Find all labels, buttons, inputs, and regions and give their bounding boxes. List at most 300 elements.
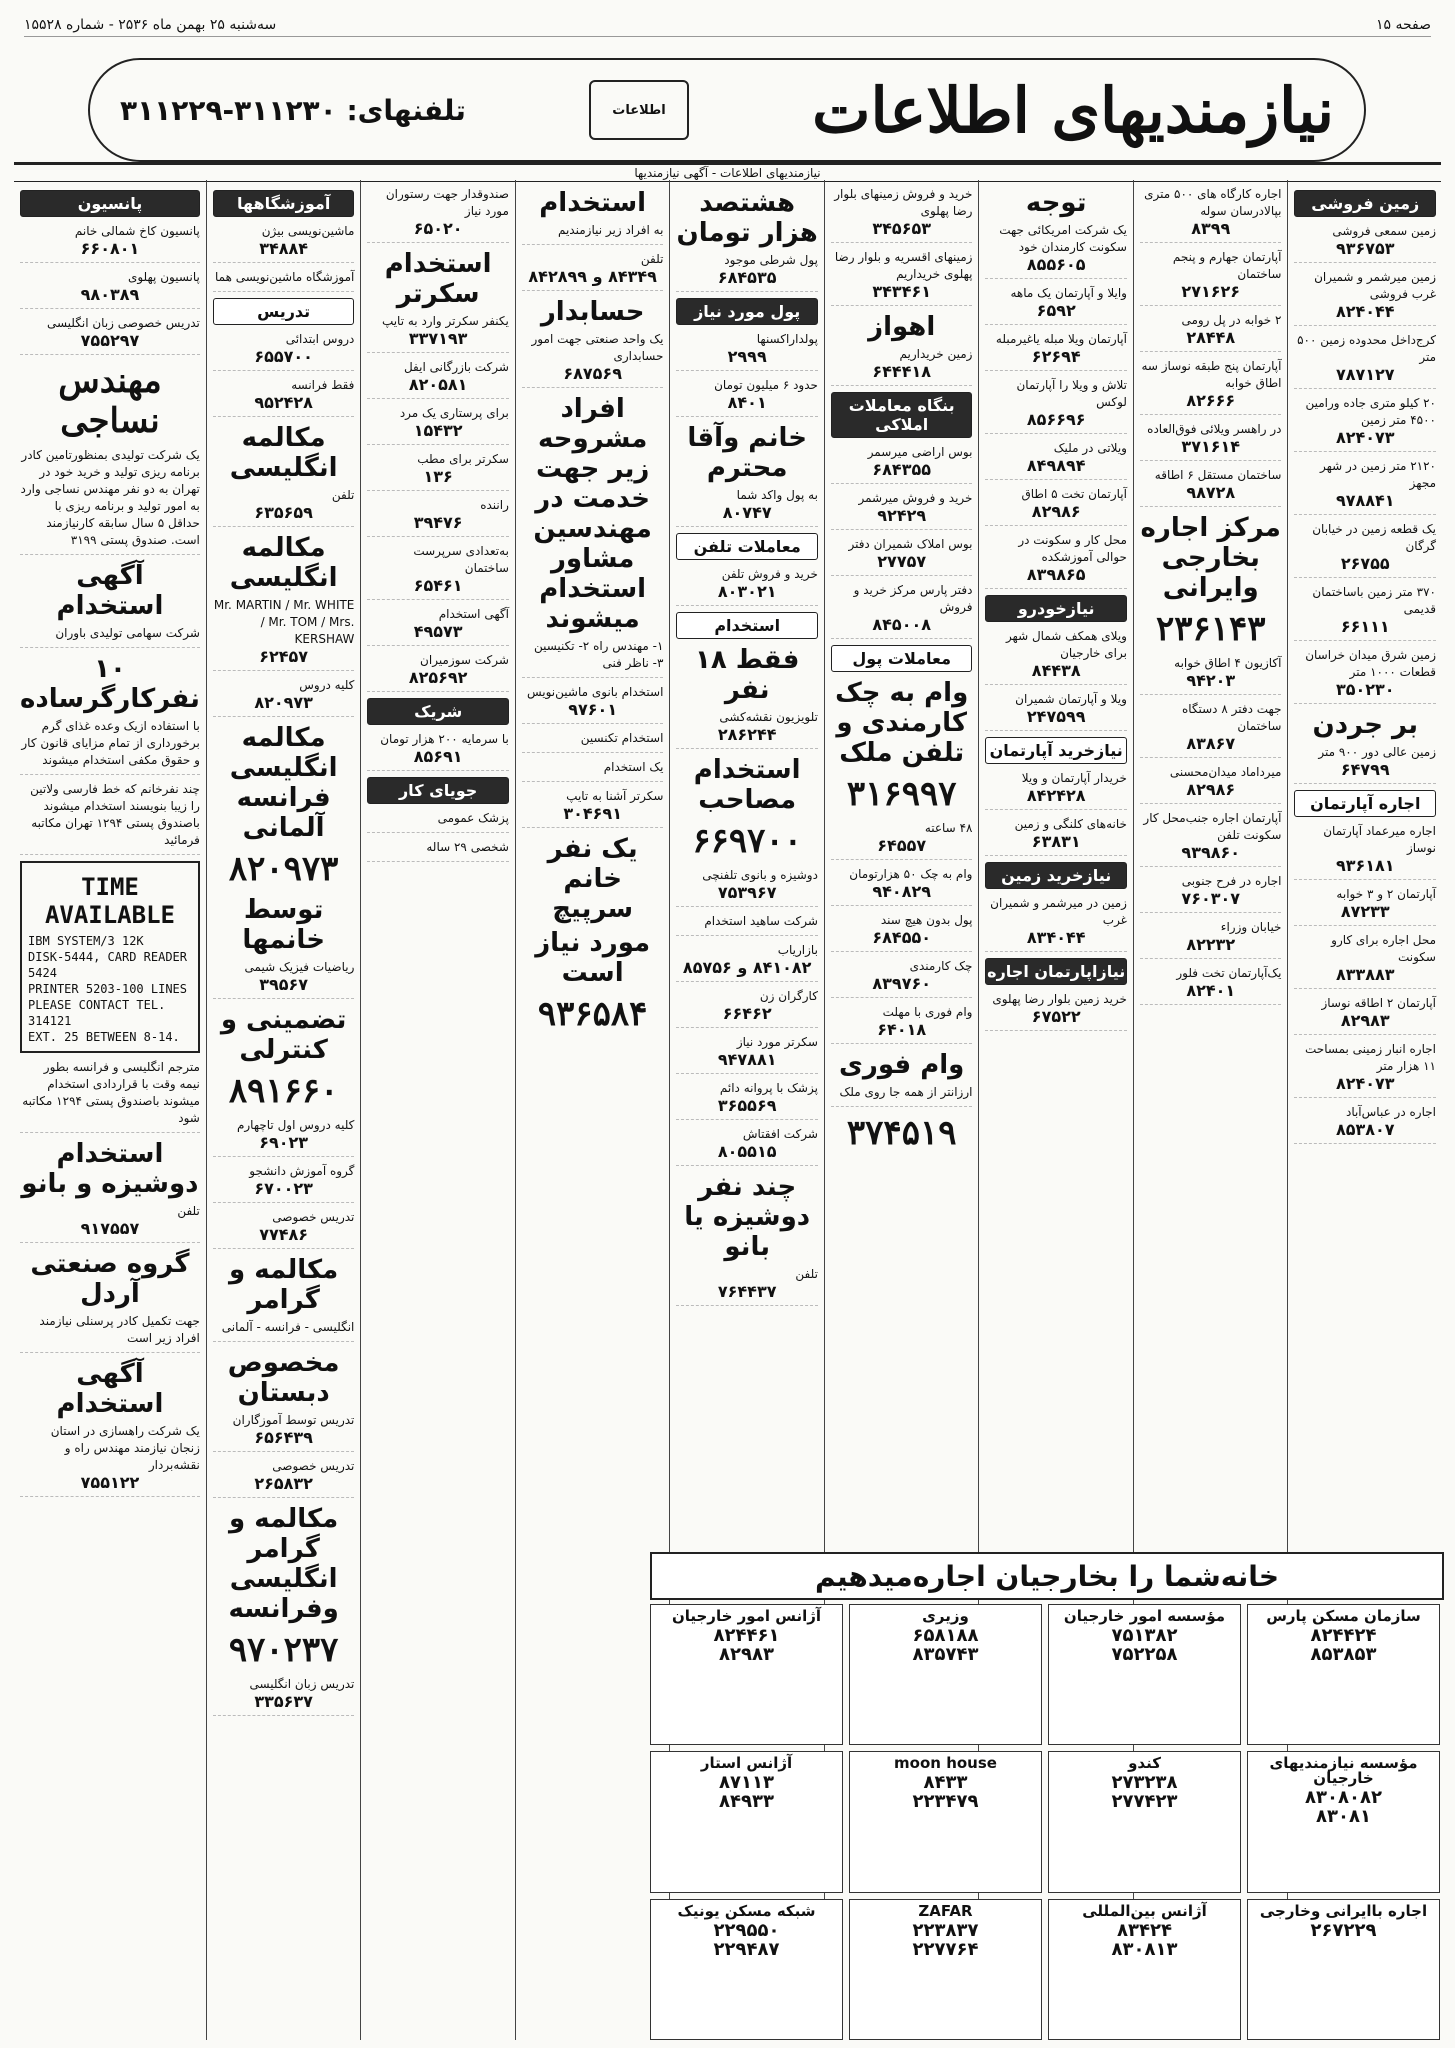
ad-text: پزشک عمومی [437, 811, 509, 825]
ad-headline: فقط ۱۸ نفر [694, 645, 800, 705]
classified-ad [1140, 701, 1282, 758]
classified-ad [831, 346, 973, 386]
ad-phone: ۶۵۰۲۰ [413, 219, 463, 238]
classified-ad [213, 1458, 355, 1498]
ad-phone: ۹۳۹۸۶۰ [1181, 843, 1241, 862]
ad-headline: توجه [1025, 188, 1087, 218]
ad-text: زمین سمعی فروشی [1332, 224, 1436, 238]
ad-text: تلفن [795, 1267, 818, 1281]
classified-ad [676, 377, 818, 417]
classified-ad [367, 405, 509, 445]
ad-phone: ۸۲۹۸۶ [1186, 780, 1236, 799]
classified-ad [367, 810, 509, 833]
time-available-line: IBM SYSTEM/3 12K [28, 934, 144, 948]
ad-text: آگهی استخدام [438, 607, 509, 621]
classified-ad [831, 582, 973, 639]
ad-text: پزشک با پروانه دائم [719, 1081, 818, 1095]
classified-ad [1140, 467, 1282, 507]
ad-text: ۲ خوابه در پل رومی [1181, 313, 1282, 327]
agency-phone: ۲۲۳۸۳۷ [912, 1919, 979, 1941]
ad-text: جهت دفتر ۸ دستگاه ساختمان [1181, 702, 1282, 733]
ad-phone: ۶۶۰۸۰۱ [80, 239, 140, 258]
ad-text: کارگران زن [759, 989, 818, 1003]
ad-phone: ۸۵۶۹۱ [413, 747, 463, 766]
classified-ad [522, 638, 664, 678]
ad-phone: ۳۴۵۶۵۳ [872, 219, 931, 238]
ad-phone: ۲۶۷۵۵ [1340, 554, 1390, 573]
ad-phone: ۸۰۵۵۱۵ [717, 1142, 777, 1161]
agency-phone: ۸۲۹۸۳ [719, 1644, 774, 1665]
classified-ad [1140, 312, 1282, 352]
section-heading: پول مورد نیاز [676, 298, 818, 325]
classified-ad [1294, 1104, 1436, 1144]
ad-text: استخدام تکنسین [580, 731, 664, 745]
ad-text: خرید زمین بلوار رضا پهلوی [992, 992, 1127, 1006]
ad-text: شرکت سوزمیران [420, 653, 509, 667]
ad-text: تدریس خصوصی [272, 1459, 355, 1473]
agency-ad [1247, 1751, 1440, 1892]
ad-phone: ۷۸۷۱۲۷ [1335, 365, 1395, 384]
ad-text: یک شرکت راهسازی در استان زنجان نیازمند مهندس راه و نقشه‌بردار [50, 1424, 200, 1472]
classified-ad [522, 684, 664, 724]
ad-phone: ۶۵۹۲ [1036, 301, 1076, 320]
classified-ad [367, 652, 509, 692]
classified-ad [20, 1313, 200, 1353]
classified-ad [985, 991, 1127, 1031]
ad-headline: استخدام [539, 188, 647, 218]
ad-text: ۱- مهندس راه ۲- تکنیسین ۳- ناظر فنی [533, 639, 664, 670]
classified-ad [522, 759, 664, 782]
ad-text: حدود ۶ میلیون تومان [714, 378, 818, 392]
ad-text: استخدام بانوی ماشین‌نویس [526, 685, 664, 699]
classified-ad [1140, 421, 1282, 461]
classified-ad [367, 313, 509, 353]
ad-phone: ۸۵۶۶۹۶ [1026, 410, 1086, 429]
masthead [88, 58, 1366, 162]
ad-phone: ۸۲۴۰۷۳ [1335, 428, 1395, 447]
ad-text: تدریس زبان انگلیسی [249, 1677, 355, 1691]
classified-ad [20, 718, 200, 775]
ad-text: شرکت سهامی تولیدی باوران [55, 626, 200, 640]
classified-ad [213, 1163, 355, 1203]
classified-ad [985, 331, 1127, 371]
ad-phone: ۸۳۸۶۷ [1186, 734, 1236, 753]
agency-phone: ۸۵۳۸۵۳ [1310, 1644, 1377, 1665]
ad-text: میرداماد میدان‌محسنی [1169, 765, 1282, 779]
classified-ad [1294, 995, 1436, 1035]
ad-text: وایلا و آپارتمان یک ماهه [1010, 286, 1127, 300]
ad-phone: ۸۲۰۹۷۳ [254, 693, 313, 712]
ad-text: ماشین‌نویسی بیژن [261, 224, 355, 238]
ad-text: کرج‌داخل محدوده زمین ۵۰۰ متر [1297, 333, 1436, 364]
ad-phone: ۶۵۶۴۳۹ [254, 1428, 313, 1447]
ad-text: زمین خریداریم [899, 347, 973, 361]
ad-text: دوشیزه و بانوی تلفنچی [702, 868, 818, 882]
classified-ad [20, 781, 200, 855]
section-heading: استخدام [676, 612, 818, 639]
agency-ad [1247, 1899, 1440, 2040]
ad-text: پولداراکسنها [756, 332, 818, 346]
ad-text: خیابان وزراء [1220, 920, 1282, 934]
classified-ad [985, 440, 1127, 480]
classified-ad [213, 377, 355, 417]
agency-phone: ۸۳۵۷۴۳ [912, 1644, 979, 1665]
ad-big-number: ۹۳۶۵۸۴ [537, 994, 648, 1034]
agency-name: ZAFAR [918, 1901, 973, 1920]
ad-text: کلیه دروس [299, 678, 355, 692]
ad-headline: استخدام سکرتر [384, 249, 492, 309]
ad-phone: ۳۷۱۶۱۴ [1181, 437, 1241, 456]
ad-headline: حسابدار [540, 297, 645, 327]
agency-phone: ۲۲۷۷۶۴ [912, 1938, 979, 1960]
ad-phone: ۶۷۵۲۲ [1031, 1007, 1081, 1026]
classified-ad [20, 269, 200, 309]
section-heading: معاملات پول [831, 645, 973, 672]
ad-headline: مکالمه انگلیسی فرانسه آلمانی [229, 723, 338, 843]
ad-text: دفتر پارس مرکز خرید و فروش [853, 583, 973, 614]
ad-text: وام فوری با مهلت [882, 1005, 973, 1019]
section-heading: جویای کار [367, 777, 509, 804]
classified-ad [367, 543, 509, 600]
ad-phone: ۸۵۳۸۰۷ [1335, 1120, 1395, 1139]
ad-big-number: مهندس نساجی [58, 361, 162, 441]
ad-phone: ۸۲۹۸۶ [1031, 502, 1081, 521]
agency-name: مؤسسه امور خارجیان [1063, 1607, 1226, 1625]
classified-ad [20, 625, 200, 648]
classified-ad [676, 1034, 818, 1074]
classified-ad [1294, 823, 1436, 880]
ad-phone: ۲۸۶۲۴۴ [717, 725, 777, 744]
ad-text: به‌تعدادی سرپرست ساختمان [413, 544, 509, 575]
ad-headline: وام فوری [839, 1050, 965, 1080]
ad-phone: ۸۴۴۳۸ [1031, 661, 1081, 680]
agency-ad [849, 1604, 1042, 1745]
ad-text: تلفن [177, 1204, 200, 1218]
ad-phone: ۶۴۷۹۹ [1340, 760, 1390, 779]
classified-ad [367, 186, 509, 243]
classified-ad [20, 315, 200, 355]
classified-ad [213, 1209, 355, 1249]
masthead-title: نیازمندیهای اطلاعات [812, 73, 1334, 147]
agency-phone: ۸۳۰۸۱۳ [1111, 1938, 1178, 1960]
classified-ad [522, 251, 664, 291]
ad-text: یک واحد صنعتی جهت امور حسابداری [531, 332, 664, 363]
agency-phone: ۷۵۲۲۵۸ [1111, 1644, 1178, 1665]
classified-ad [20, 223, 200, 263]
classified-ad [676, 1266, 818, 1306]
ad-text: کلیه دروس اول تاچهارم [236, 1118, 355, 1132]
ad-phone: ۲۸۴۴۸ [1186, 328, 1236, 347]
agency-ad [849, 1751, 1042, 1892]
ad-phone: ۳۹۵۶۷ [259, 975, 309, 994]
ad-text: تلفن [331, 488, 355, 502]
ad-phone: ۲۹۹۹ [727, 347, 767, 366]
ad-phone: ۸۲۴۰۴۴ [1335, 302, 1395, 321]
classified-ad [213, 1117, 355, 1157]
ad-text: پول شرطی موجود [724, 253, 818, 267]
agency-name: آژانس امور خارجیان [671, 1607, 822, 1625]
classified-ad [213, 1676, 355, 1716]
ad-phone: ۸۳۳۸۸۳ [1335, 965, 1395, 984]
time-available-heading: TIME AVAILABLE [44, 873, 175, 929]
ad-text: ۳۷۰ متر زمین باساختمان قدیمی [1312, 585, 1436, 616]
ad-text: یک قطعه زمین در خیابان گرگان [1312, 522, 1436, 553]
ad-phone: ۲۴۷۵۹۹ [1026, 707, 1086, 726]
time-available-line: DISK-5444, CARD READER 5424 [28, 950, 187, 980]
classified-ad [213, 959, 355, 999]
ad-headline: بر جردن [1312, 710, 1418, 740]
ad-text: تدریس خصوصی زبان انگلیسی [46, 316, 200, 330]
ad-text: برای پرستاری یک مرد [399, 406, 509, 420]
ad-phone: ۳۴۳۴۶۱ [872, 282, 931, 301]
ad-text: با سرمایه ۲۰۰ هزار تومان [380, 732, 509, 746]
ad-text: تلویزیون نقشه‌کشی [719, 710, 818, 724]
classified-ad [367, 497, 509, 537]
agency-phone: ۷۵۱۳۸۲ [1111, 1625, 1178, 1646]
ad-text: زمین شرق میدان خراسان قطعات ۱۰۰۰ متر [1305, 648, 1436, 679]
classified-ad [831, 249, 973, 306]
classified-ad [1140, 186, 1282, 243]
ad-text: زمین میرشمر و شمیران غرب فروشی [1314, 270, 1436, 301]
ad-headline: مرکز اجاره بخارجی وایرانی [1140, 513, 1281, 603]
section-heading: نیازخودرو [985, 595, 1127, 622]
classified-ad [1294, 458, 1436, 515]
ad-phone: ۸۴۳۴۹ و ۸۴۲۸۹۹ [528, 267, 657, 286]
agency-phone: ۶۵۸۱۸۸ [912, 1625, 979, 1646]
ad-text: ۲۱۲۰ متر زمین در شهر مجهز [1319, 459, 1436, 490]
ad-big-number: ۹۷۰۲۳۷ [228, 1630, 339, 1670]
classified-ad [367, 839, 509, 862]
ad-phone: ۶۸۴۵۳۵ [717, 268, 777, 287]
classified-ad [676, 709, 818, 749]
time-available-line: PRINTER 5203-100 LINES [28, 982, 187, 996]
ad-text: شرکت افقتاش [742, 1127, 818, 1141]
ad-headline: استخدام دوشیزه و بانو [21, 1139, 199, 1199]
ad-phone: ۸۴۰۱ [727, 393, 767, 412]
classified-ad [1294, 584, 1436, 641]
ad-headline: مکالمه و گرامر انگلیسی وفرانسه [228, 1504, 339, 1624]
classified-ad [1294, 1041, 1436, 1098]
classified-ad [367, 606, 509, 646]
ad-headline: مکالمه و گرامر [229, 1255, 339, 1315]
ad-phone: ۸۲۶۶۶ [1186, 391, 1236, 410]
classified-ad [985, 895, 1127, 952]
classified-ad [1294, 647, 1436, 704]
classified-ad [676, 913, 818, 936]
ad-phone: ۹۲۴۲۹ [877, 506, 927, 525]
ad-text: تلفن [640, 252, 664, 266]
ad-phone: ۸۳۹۹ [1191, 219, 1231, 238]
ad-phone: ۶۶۱۱۱ [1340, 617, 1390, 636]
ad-text: اجاره در فرح جنوبی [1181, 874, 1282, 888]
ad-text: پانسیون کاخ شمالی خانم [74, 224, 200, 238]
classified-ad [213, 597, 355, 671]
ad-phone: ۸۲۰۵۸۱ [408, 375, 468, 394]
classified-ad [676, 331, 818, 371]
classified-ad [1294, 332, 1436, 389]
ad-text: تدریس توسط آموزگاران [232, 1413, 355, 1427]
ad-text: یک شرکت امریکائی جهت سکونت کارمندان خود [999, 223, 1127, 254]
ad-headline: آگهی استخدام [56, 561, 164, 621]
ad-big-number: ۳۱۶۹۹۷ [846, 774, 957, 814]
classified-ad [985, 816, 1127, 856]
ad-text: محل کار و سکونت در حوالی آموزشکده [1018, 533, 1127, 564]
classified-ad [1294, 269, 1436, 326]
ad-text: ویلا و آپارتمان شمیران [1015, 692, 1127, 706]
agency-name: moon house [894, 1754, 997, 1773]
classified-ad [1140, 810, 1282, 867]
classified-ad [676, 988, 818, 1028]
ad-text: خرید و فروش زمینهای بلوار رضا پهلوی [834, 187, 973, 218]
ad-text: آپارتمان جهارم و پنجم ساختمان [1172, 250, 1282, 281]
ad-text: فقط فرانسه [291, 378, 355, 392]
ad-text: اجاره در عباس‌آباد [1345, 1105, 1436, 1119]
ad-text: انگلیسی - فرانسه - آلمانی [221, 1320, 355, 1334]
ad-text: راننده [480, 498, 509, 512]
ad-headline: مکالمه انگلیسی [229, 423, 338, 483]
classified-ad [676, 252, 818, 292]
classified-ad [213, 1319, 355, 1342]
ad-phone: ۸۲۲۳۲ [1186, 935, 1236, 954]
classified-ad [1140, 655, 1282, 695]
classified-ad [213, 1412, 355, 1452]
ad-phone: ۴۹۵۷۳ [413, 622, 463, 641]
classified-ad [1140, 873, 1282, 913]
ad-headline: استخدام مصاحب [693, 755, 801, 815]
ad-text: اجاره کارگاه های ۵۰۰ متری بپالادرسان سوله [1144, 187, 1282, 218]
ad-phone: ۸۲۴۰۷۳ [1335, 1074, 1395, 1093]
ad-text: بازاریاب [777, 943, 818, 957]
agency-phone: ۲۲۹۴۸۷ [713, 1938, 780, 1960]
section-heading: تدریس [213, 298, 355, 325]
ad-text: چند نفرخانم که خط فارسی ولاتین را زیبا بنویسند استخدام میشوند باصندوق پستی ۱۲۹۴ تهران مکاتبه فرمائید [30, 782, 200, 847]
ad-phone: ۲۷۷۵۷ [877, 552, 927, 571]
agency-ad [1048, 1899, 1241, 2040]
agency-phone: ۲۲۳۴۷۹ [912, 1791, 979, 1813]
ad-text: خانه‌های کلنگی و زمین [1014, 817, 1127, 831]
ad-phone: ۹۴۷۸۸۱ [717, 1050, 777, 1069]
ad-text: جهت تکمیل کادر پرسنلی نیازمند افراد زیر است [39, 1314, 200, 1345]
ad-text: ۴۸ ساعته [924, 821, 973, 835]
classified-ad [20, 1059, 200, 1133]
ad-text: پانسیون پهلوی [127, 270, 200, 284]
classified-ad [985, 532, 1127, 589]
ad-headline: توسط خانمها [242, 895, 325, 955]
agency-ad [650, 1899, 843, 2040]
agency-ad [1048, 1604, 1241, 1745]
ad-phone: ۳۳۷۱۹۳ [408, 329, 468, 348]
classified-ad [367, 359, 509, 399]
section-heading: پانسیون [20, 190, 200, 217]
ad-phone: ۹۸۰۳۸۹ [80, 285, 140, 304]
ad-phone: ۶۵۵۷۰۰ [254, 347, 313, 366]
ad-phone: ۶۲۶۹۴ [1031, 347, 1081, 366]
agency-phone: ۲۶۷۲۲۹ [1310, 1919, 1377, 1941]
ad-text: با استفاده ازیک وعده غذای گرم برخورداری از تمام مزایای قانون کار و حقوق مکفی استخدام میشوند [21, 719, 200, 767]
agency-phone: ۸۲۴۴۲۴ [1310, 1625, 1377, 1646]
agency-name: شبکه مسکن یونیک [677, 1901, 816, 1920]
ad-headline: مکالمه انگلیسی [229, 533, 338, 593]
ad-headline: افراد مشروحه زیر جهت خدمت در مهندسین مشاور استخدام میشوند [533, 394, 652, 634]
classified-ad [1294, 521, 1436, 578]
ad-phone: ۹۴۰۸۲۹ [872, 882, 931, 901]
classified-ad [831, 1084, 973, 1107]
ad-headline: خانم وآقا محترم [687, 423, 807, 483]
ad-big-number: ۶۶۹۷۰۰ [692, 821, 802, 861]
classified-ad [676, 1080, 818, 1120]
classified-ad [676, 942, 818, 982]
agency-name: آژانس بین‌المللی [1082, 1901, 1207, 1920]
classified-ad [213, 331, 355, 371]
ad-phone: ۷۵۵۲۹۷ [80, 331, 140, 350]
classified-column [14, 180, 206, 2040]
ad-phone: ۸۵۵۶۰۵ [1026, 255, 1086, 274]
section-heading: شریک [367, 698, 509, 725]
ad-text: محل اجاره برای کارو سکونت [1331, 933, 1436, 964]
classified-ad [1140, 965, 1282, 1005]
classified-ad [20, 1423, 200, 1497]
classified-ad [213, 223, 355, 263]
section-heading: آموزشگاهها [213, 190, 355, 217]
ad-phone: ۲۷۱۶۲۶ [1181, 282, 1241, 301]
ad-headline: مورد نیاز است [535, 928, 651, 988]
ad-headline: مخصوص دبستان [227, 1348, 340, 1408]
ad-text: به افراد زیر نیازمندیم [557, 223, 664, 237]
ad-text: بوس املاک شمیران دفتر [848, 537, 973, 551]
ad-text: ارزانتر از همه جا روی ملک [839, 1085, 973, 1099]
ad-phone: ۸۴۹۸۹۴ [1026, 456, 1086, 475]
classified-ad [20, 447, 200, 555]
classified-ad [831, 912, 973, 952]
ad-text: آپارتمان اجاره جنب‌محل کار سکونت تلفن [1143, 811, 1282, 842]
agency-name: وزیری [922, 1607, 969, 1625]
ad-text: تلاش و ویلا را آپارتمان لوکس [1016, 378, 1127, 409]
classified-ad [1140, 919, 1282, 959]
ad-text: وام به چک ۵۰ هزارتومان [849, 867, 973, 881]
ad-text: زمینهای اقسریه و بلوار رضا پهلوی خریداریم [834, 250, 973, 281]
classified-column [360, 180, 515, 2040]
ad-text: زمین عالی دور ۹۰۰ متر [1318, 745, 1436, 759]
ad-phone: ۳۵۰۲۳۰ [1335, 680, 1395, 699]
classified-ad [831, 490, 973, 530]
ad-headline: یک نفر خانم سرپیچ [547, 834, 638, 924]
ad-phone: ۶۴۴۴۱۸ [872, 362, 931, 381]
ad-text: دروس ابتدائی [285, 332, 355, 346]
agency-phone: ۸۷۱۱۳ [719, 1772, 774, 1794]
ad-phone: ۳۴۸۸۴ [259, 239, 309, 258]
section-heading: نیازاپارتمان اجاره [985, 958, 1127, 985]
classified-ad [1294, 395, 1436, 452]
ad-phone: ۹۳۶۱۸۱ [1335, 856, 1395, 875]
ad-text: سکرتر مورد نیاز [736, 1035, 818, 1049]
ad-phone: ۸۰۳۰۲۱ [717, 582, 777, 601]
classified-ad [522, 730, 664, 753]
ad-headline: چند نفر دوشیزه یا بانو [684, 1172, 811, 1262]
ad-phone: ۶۸۴۵۵۰ [872, 928, 931, 947]
classified-ad [985, 486, 1127, 526]
ad-text: زمین در میرشمر و شمیران غرب [990, 896, 1127, 927]
agency-name: اجاره باایرانی وخارجی [1259, 1901, 1428, 1920]
classified-ad [676, 867, 818, 907]
ad-text: آکازیون ۴ اطاق خوابه [1174, 656, 1282, 670]
ad-phone: ۷۶۰۳۰۷ [1181, 889, 1241, 908]
masthead-phones: تلفنهای: ۳۱۱۲۳۰-۳۱۱۲۲۹ [120, 93, 466, 127]
classified-ad [522, 788, 664, 828]
ad-phone: ۹۷۶۰۱ [568, 700, 618, 719]
agency-name: سازمان مسکن پارس [1266, 1607, 1421, 1625]
ad-phone: ۹۴۲۰۳ [1186, 671, 1236, 690]
ad-text: بوس اراضی میرسمر [867, 445, 973, 459]
